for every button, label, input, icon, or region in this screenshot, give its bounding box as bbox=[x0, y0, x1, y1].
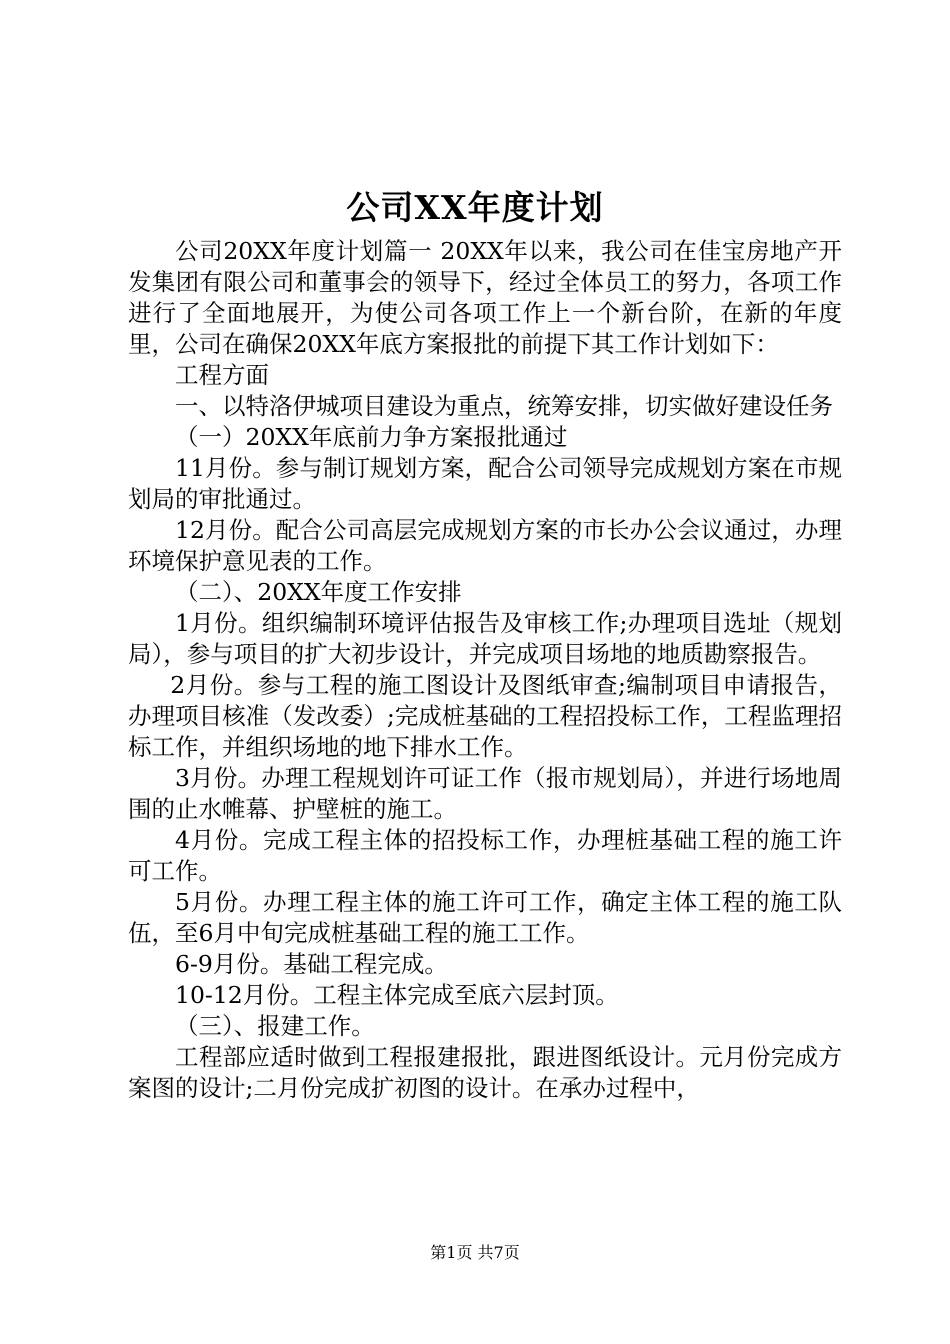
document-title: 公司XX年度计划 bbox=[346, 188, 604, 227]
paragraph-january: 1月份。组织编制环境评估报告及审核工作;办理项目选址（规划局），参与项目的扩大初步设计，并完成项目场地的地质勘察报告。 bbox=[128, 609, 842, 668]
paragraph-april: 4月份。完成工程主体的招投标工作，办理桩基础工程的施工许可工作。 bbox=[128, 826, 842, 885]
paragraph-section-one: 一、以特洛伊城项目建设为重点，统筹安排，切实做好建设任务 bbox=[175, 392, 833, 420]
paragraph-intro: 公司20XX年度计划篇一 20XX年以来，我公司在佳宝房地产开发集团有限公司和董事会的领导下，经过全体员工的努力，各项工作进行了全面地展开，为使公司各项工作上一个新台阶，在新的年度里，公司在确保20XX年底方案报批的前提下其工作计划如下： bbox=[128, 237, 842, 358]
paragraph-december: 12月份。配合公司高层完成规划方案的市长办公会议通过，办理环境保护意见表的工作。 bbox=[128, 516, 842, 575]
paragraph-engineering-heading: 工程方面 bbox=[175, 361, 269, 389]
paragraph-subsection-two: （二）、20XX年度工作安排 bbox=[175, 578, 462, 606]
paragraph-subsection-one: （一）20XX年底前力争方案报批通过 bbox=[175, 423, 568, 451]
paragraph-february: 2月份。参与工程的施工图设计及图纸审查;编制项目申请报告，办理项目核准（发改委）;完成桩基础的工程招投标工作，工程监理招标工作，并组织场地的地下排水工作。 bbox=[128, 671, 842, 761]
paragraph-march: 3月份。办理工程规划许可证工作（报市规划局），并进行场地周围的止水帷幕、护壁桩的施工。 bbox=[128, 764, 842, 823]
paragraph-june-september: 6-9月份。基础工程完成。 bbox=[175, 950, 448, 978]
paragraph-subsection-three: （三）、报建工作。 bbox=[175, 1012, 375, 1040]
document-body bbox=[128, 236, 842, 1104]
paragraph-reporting: 工程部应适时做到工程报建报批，跟进图纸设计。元月份完成方案图的设计;二月份完成扩初图的设计。在承办过程中， bbox=[128, 1043, 842, 1102]
paragraph-may: 5月份。办理工程主体的施工许可工作，确定主体工程的施工队伍，至6月中旬完成桩基础工程的施工工作。 bbox=[128, 888, 842, 947]
page-number-footer: 第1页 共7页 bbox=[430, 1243, 520, 1262]
paragraph-october-december: 10-12月份。工程主体完成至底六层封顶。 bbox=[175, 981, 619, 1009]
paragraph-november: 11月份。参与制订规划方案，配合公司领导完成规划方案在市规划局的审批通过。 bbox=[128, 454, 842, 513]
